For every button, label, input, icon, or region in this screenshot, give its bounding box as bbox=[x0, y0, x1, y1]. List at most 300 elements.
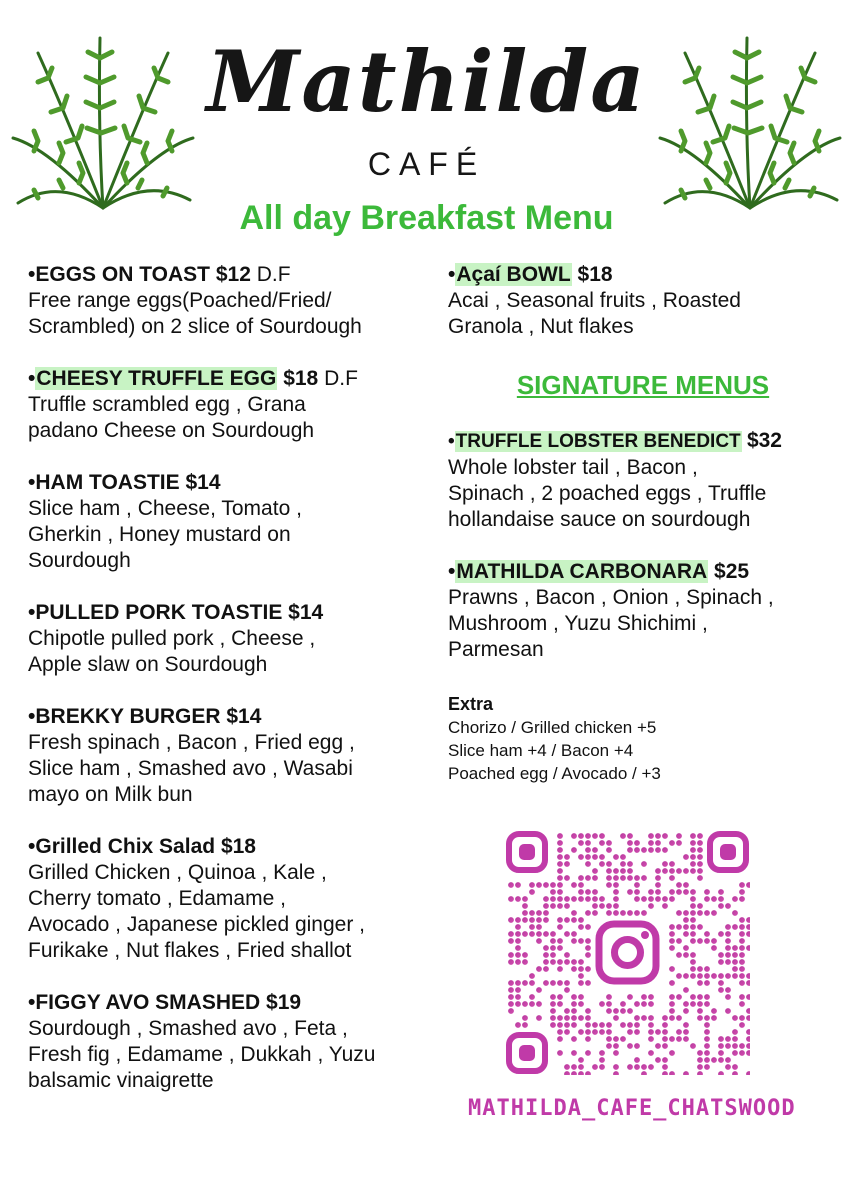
qr-module bbox=[606, 868, 612, 874]
qr-module bbox=[683, 1008, 689, 1014]
qr-module bbox=[627, 875, 633, 881]
qr-module bbox=[578, 938, 584, 944]
qr-module bbox=[550, 889, 556, 895]
qr-module bbox=[662, 847, 668, 853]
qr-module bbox=[564, 959, 570, 965]
item-description-line: Truffle scrambled egg , Grana bbox=[28, 393, 306, 416]
qr-module bbox=[690, 889, 696, 895]
qr-module bbox=[676, 1029, 682, 1035]
qr-module bbox=[613, 1015, 619, 1021]
qr-module bbox=[718, 959, 724, 965]
qr-module bbox=[634, 1015, 640, 1021]
qr-module bbox=[641, 896, 647, 902]
qr-module bbox=[606, 1001, 612, 1007]
qr-module bbox=[704, 1057, 710, 1063]
qr-module bbox=[592, 854, 598, 860]
qr-module bbox=[711, 1008, 717, 1014]
item-description-line: Granola , Nut flakes bbox=[448, 315, 634, 338]
qr-module bbox=[578, 854, 584, 860]
qr-module bbox=[557, 875, 563, 881]
qr-module bbox=[648, 1022, 654, 1028]
qr-module bbox=[550, 1022, 556, 1028]
qr-module bbox=[732, 952, 738, 958]
qr-module bbox=[606, 910, 612, 916]
qr-module bbox=[655, 1029, 661, 1035]
qr-module bbox=[543, 931, 549, 937]
qr-module bbox=[634, 1029, 640, 1035]
qr-module bbox=[585, 1008, 591, 1014]
qr-module bbox=[746, 882, 750, 888]
qr-module bbox=[585, 847, 591, 853]
qr-module bbox=[739, 1043, 745, 1049]
qr-module bbox=[676, 840, 682, 846]
qr-module bbox=[739, 1050, 745, 1056]
qr-module bbox=[662, 903, 668, 909]
qr-module bbox=[634, 1022, 640, 1028]
qr-module bbox=[676, 889, 682, 895]
qr-module bbox=[550, 903, 556, 909]
qr-module bbox=[669, 938, 675, 944]
qr-module bbox=[613, 1071, 619, 1075]
qr-module bbox=[739, 1001, 745, 1007]
qr-module bbox=[564, 854, 570, 860]
qr-module bbox=[606, 840, 612, 846]
qr-module bbox=[697, 1071, 703, 1075]
qr-module bbox=[655, 875, 661, 881]
qr-module bbox=[711, 910, 717, 916]
menu-item: •HAM TOASTIE $14 Slice ham , Cheese, Tomato , Gherkin , Honey mustard on Sourdough bbox=[28, 470, 433, 574]
qr-module bbox=[578, 833, 584, 839]
qr-module bbox=[739, 1015, 745, 1021]
qr-module bbox=[725, 973, 731, 979]
qr-module bbox=[592, 889, 598, 895]
item-description-line: Prawns , Bacon , Onion , Spinach , bbox=[448, 586, 774, 609]
item-description-line: Apple slaw on Sourdough bbox=[28, 653, 268, 676]
qr-module bbox=[557, 903, 563, 909]
qr-module bbox=[697, 1015, 703, 1021]
qr-module bbox=[704, 966, 710, 972]
item-name: FIGGY AVO SMASHED bbox=[35, 991, 261, 1014]
qr-module bbox=[690, 868, 696, 874]
qr-module bbox=[599, 1057, 605, 1063]
qr-module bbox=[564, 931, 570, 937]
qr-module bbox=[627, 1029, 633, 1035]
qr-module bbox=[613, 882, 619, 888]
qr-module bbox=[592, 875, 598, 881]
item-description-line: Slice ham , Cheese, Tomato , bbox=[28, 497, 302, 520]
qr-module bbox=[620, 1036, 626, 1042]
qr-module bbox=[515, 952, 521, 958]
qr-module bbox=[676, 938, 682, 944]
qr-module bbox=[613, 1064, 619, 1070]
qr-module bbox=[746, 1008, 750, 1014]
qr-finder-bottom-left bbox=[509, 1035, 545, 1071]
qr-module bbox=[697, 840, 703, 846]
qr-module bbox=[704, 1029, 710, 1035]
qr-module bbox=[634, 896, 640, 902]
qr-module bbox=[536, 910, 542, 916]
qr-module bbox=[739, 931, 745, 937]
qr-module bbox=[732, 959, 738, 965]
qr-module bbox=[697, 980, 703, 986]
qr-module bbox=[522, 1015, 528, 1021]
qr-module bbox=[515, 1022, 521, 1028]
item-price: $19 bbox=[266, 991, 302, 1014]
qr-module bbox=[620, 875, 626, 881]
qr-module bbox=[536, 931, 542, 937]
qr-module bbox=[599, 840, 605, 846]
qr-module bbox=[725, 1057, 731, 1063]
qr-module bbox=[592, 910, 598, 916]
qr-module bbox=[725, 1036, 731, 1042]
qr-module bbox=[557, 1036, 563, 1042]
qr-module bbox=[522, 1022, 528, 1028]
qr-module bbox=[683, 882, 689, 888]
qr-module bbox=[508, 980, 514, 986]
qr-module bbox=[704, 896, 710, 902]
qr-module bbox=[697, 1001, 703, 1007]
qr-module bbox=[627, 1043, 633, 1049]
qr-module bbox=[704, 1064, 710, 1070]
qr-module bbox=[655, 896, 661, 902]
qr-module bbox=[599, 896, 605, 902]
menu-item: •TRUFFLE LOBSTER BENEDICT $32 Whole lobster tail , Bacon , Spinach , 2 poached eggs , Truffle hollandaise sauce on sourdough bbox=[448, 428, 838, 533]
qr-module bbox=[746, 980, 750, 986]
qr-module bbox=[627, 833, 633, 839]
qr-module bbox=[655, 847, 661, 853]
qr-module bbox=[683, 973, 689, 979]
qr-module bbox=[634, 910, 640, 916]
qr-module bbox=[669, 980, 675, 986]
qr-module bbox=[690, 966, 696, 972]
qr-module bbox=[704, 994, 710, 1000]
qr-module bbox=[529, 889, 535, 895]
qr-module bbox=[606, 1022, 612, 1028]
qr-module bbox=[690, 952, 696, 958]
qr-module bbox=[739, 882, 745, 888]
qr-module bbox=[571, 1022, 577, 1028]
qr-module bbox=[690, 994, 696, 1000]
qr-module bbox=[529, 882, 535, 888]
qr-module bbox=[564, 903, 570, 909]
qr-module bbox=[746, 973, 750, 979]
item-name: EGGS ON TOAST bbox=[35, 263, 210, 286]
qr-module bbox=[557, 833, 563, 839]
item-description-line: Fresh spinach , Bacon , Fried egg , bbox=[28, 731, 355, 754]
qr-module bbox=[725, 1008, 731, 1014]
qr-module bbox=[655, 1057, 661, 1063]
item-description-line: Furikake , Nut flakes , Fried shallot bbox=[28, 939, 352, 962]
qr-module bbox=[627, 868, 633, 874]
qr-module bbox=[690, 973, 696, 979]
qr-module bbox=[543, 910, 549, 916]
item-description-line: Parmesan bbox=[448, 638, 544, 661]
qr-module bbox=[529, 924, 535, 930]
qr-module bbox=[564, 1064, 570, 1070]
qr-module bbox=[613, 854, 619, 860]
qr-module bbox=[634, 889, 640, 895]
qr-module bbox=[662, 896, 668, 902]
qr-module bbox=[711, 1057, 717, 1063]
qr-module bbox=[550, 980, 556, 986]
qr-module bbox=[634, 840, 640, 846]
qr-module bbox=[669, 1015, 675, 1021]
qr-module bbox=[697, 868, 703, 874]
item-description-line: Chipotle pulled pork , Cheese , bbox=[28, 627, 316, 650]
item-price: $14 bbox=[226, 705, 262, 728]
qr-module bbox=[571, 1064, 577, 1070]
item-description-line: Grilled Chicken , Quinoa , Kale , bbox=[28, 861, 327, 884]
qr-module bbox=[697, 973, 703, 979]
qr-module bbox=[655, 840, 661, 846]
qr-module bbox=[655, 833, 661, 839]
extras-line: Slice ham +4 / Bacon +4 bbox=[448, 741, 634, 760]
qr-module bbox=[606, 847, 612, 853]
qr-module bbox=[669, 875, 675, 881]
instagram-qr-code[interactable] bbox=[505, 830, 750, 1075]
qr-module bbox=[564, 861, 570, 867]
qr-module bbox=[613, 868, 619, 874]
qr-module bbox=[508, 994, 514, 1000]
qr-module bbox=[648, 1050, 654, 1056]
qr-module bbox=[746, 924, 750, 930]
qr-module bbox=[578, 1001, 584, 1007]
qr-module bbox=[557, 917, 563, 923]
qr-module bbox=[571, 882, 577, 888]
qr-module bbox=[578, 1057, 584, 1063]
qr-module bbox=[571, 938, 577, 944]
qr-module bbox=[676, 924, 682, 930]
menu-title: All day Breakfast Menu bbox=[239, 199, 614, 237]
qr-module bbox=[648, 896, 654, 902]
qr-module bbox=[557, 994, 563, 1000]
item-price: $18 bbox=[577, 263, 613, 286]
qr-module bbox=[522, 917, 528, 923]
qr-module bbox=[718, 1050, 724, 1056]
qr-module bbox=[669, 861, 675, 867]
qr-module bbox=[557, 1001, 563, 1007]
qr-module bbox=[662, 861, 668, 867]
qr-module bbox=[592, 1029, 598, 1035]
qr-module bbox=[718, 980, 724, 986]
qr-module bbox=[620, 868, 626, 874]
qr-module bbox=[515, 882, 521, 888]
qr-module bbox=[550, 994, 556, 1000]
qr-module bbox=[725, 952, 731, 958]
qr-module bbox=[669, 931, 675, 937]
qr-module bbox=[536, 924, 542, 930]
qr-module bbox=[606, 882, 612, 888]
item-description-line: padano Cheese on Sourdough bbox=[28, 419, 315, 442]
item-name: BREKKY BURGER bbox=[35, 705, 221, 728]
qr-module bbox=[571, 966, 577, 972]
qr-module bbox=[697, 903, 703, 909]
qr-module bbox=[522, 903, 528, 909]
qr-module bbox=[578, 973, 584, 979]
qr-module bbox=[704, 973, 710, 979]
qr-module bbox=[627, 1008, 633, 1014]
qr-module bbox=[676, 1015, 682, 1021]
qr-module bbox=[739, 994, 745, 1000]
item-description-line: Mushroom , Yuzu Shichimi , bbox=[448, 612, 708, 635]
qr-module bbox=[508, 959, 514, 965]
item-price: $12 bbox=[215, 263, 251, 286]
qr-module bbox=[683, 924, 689, 930]
qr-module bbox=[641, 1064, 647, 1070]
item-tag: D.F bbox=[256, 263, 291, 286]
qr-module bbox=[690, 896, 696, 902]
qr-module bbox=[676, 882, 682, 888]
item-description-line: balsamic vinaigrette bbox=[28, 1069, 214, 1092]
qr-module bbox=[599, 1050, 605, 1056]
qr-module bbox=[718, 903, 724, 909]
qr-module bbox=[564, 987, 570, 993]
qr-module bbox=[739, 980, 745, 986]
qr-module bbox=[634, 847, 640, 853]
qr-module bbox=[592, 1064, 598, 1070]
qr-module bbox=[522, 896, 528, 902]
qr-module bbox=[578, 994, 584, 1000]
item-description-line: Cherry tomato , Edamame , bbox=[28, 887, 286, 910]
qr-module bbox=[690, 924, 696, 930]
qr-module bbox=[648, 1001, 654, 1007]
qr-module bbox=[627, 1022, 633, 1028]
qr-module bbox=[739, 917, 745, 923]
qr-module bbox=[690, 861, 696, 867]
qr-module bbox=[683, 945, 689, 951]
qr-module bbox=[515, 945, 521, 951]
qr-module bbox=[564, 896, 570, 902]
qr-module bbox=[690, 903, 696, 909]
qr-module bbox=[606, 1043, 612, 1049]
item-name: Grilled Chix Salad bbox=[35, 835, 216, 858]
qr-module bbox=[662, 868, 668, 874]
qr-module bbox=[536, 882, 542, 888]
qr-module bbox=[557, 896, 563, 902]
qr-module bbox=[557, 854, 563, 860]
qr-module bbox=[578, 959, 584, 965]
qr-module bbox=[585, 1036, 591, 1042]
qr-module bbox=[655, 868, 661, 874]
qr-module bbox=[641, 994, 647, 1000]
item-name: Açaí BOWL bbox=[456, 263, 571, 286]
qr-module bbox=[564, 1029, 570, 1035]
qr-module bbox=[578, 1015, 584, 1021]
extras-line: Poached egg / Avocado / +3 bbox=[448, 764, 661, 783]
qr-module bbox=[613, 903, 619, 909]
qr-module bbox=[571, 931, 577, 937]
qr-module bbox=[683, 1029, 689, 1035]
qr-module bbox=[592, 896, 598, 902]
item-description-line: Avocado , Japanese pickled ginger , bbox=[28, 913, 366, 936]
qr-module bbox=[522, 980, 528, 986]
qr-module bbox=[557, 980, 563, 986]
qr-module bbox=[655, 1043, 661, 1049]
qr-module bbox=[606, 861, 612, 867]
qr-module bbox=[550, 1015, 556, 1021]
qr-module bbox=[662, 1064, 668, 1070]
qr-module bbox=[515, 924, 521, 930]
qr-module bbox=[550, 1001, 556, 1007]
qr-module bbox=[571, 910, 577, 916]
qr-module bbox=[746, 1043, 750, 1049]
menu-item: •CHEESY TRUFFLE EGG $18 D.F Truffle scrambled egg , Grana padano Cheese on Sourdough bbox=[28, 366, 433, 444]
qr-module bbox=[536, 966, 542, 972]
qr-module bbox=[599, 1022, 605, 1028]
qr-module bbox=[641, 1001, 647, 1007]
qr-module bbox=[571, 1071, 577, 1075]
qr-module bbox=[718, 889, 724, 895]
qr-module bbox=[718, 1071, 724, 1075]
qr-module bbox=[599, 833, 605, 839]
qr-module bbox=[641, 861, 647, 867]
qr-module bbox=[704, 1043, 710, 1049]
qr-module bbox=[522, 959, 528, 965]
qr-module bbox=[634, 1064, 640, 1070]
qr-module bbox=[515, 959, 521, 965]
item-description-line: Spinach , 2 poached eggs , Truffle bbox=[448, 482, 767, 505]
qr-module bbox=[585, 924, 591, 930]
qr-module bbox=[606, 903, 612, 909]
qr-module bbox=[571, 917, 577, 923]
qr-module bbox=[676, 994, 682, 1000]
qr-module bbox=[585, 938, 591, 944]
qr-module bbox=[543, 896, 549, 902]
qr-module bbox=[585, 1015, 591, 1021]
qr-module bbox=[571, 1001, 577, 1007]
qr-module bbox=[543, 980, 549, 986]
qr-module bbox=[508, 952, 514, 958]
qr-module bbox=[669, 1008, 675, 1014]
qr-module bbox=[683, 854, 689, 860]
item-price: $14 bbox=[185, 471, 221, 494]
qr-module bbox=[557, 868, 563, 874]
qr-module bbox=[571, 994, 577, 1000]
menu-item: •MATHILDA CARBONARA $25 Prawns , Bacon , Onion , Spinach , Mushroom , Yuzu Shichimi , Parmesan bbox=[448, 559, 838, 663]
qr-module bbox=[557, 1022, 563, 1028]
qr-module bbox=[557, 1050, 563, 1056]
qr-module bbox=[641, 847, 647, 853]
qr-module bbox=[683, 910, 689, 916]
item-description-line: Sourdough , Smashed avo , Feta , bbox=[28, 1017, 348, 1040]
qr-module bbox=[732, 973, 738, 979]
qr-module bbox=[669, 945, 675, 951]
qr-module bbox=[536, 1001, 542, 1007]
menu-item: •Grilled Chix Salad $18 Grilled Chicken , Quinoa , Kale , Cherry tomato , Edamame , Avocado , Japanese pickled ginger , Furikake , Nut flakes , Fried shallot bbox=[28, 834, 433, 964]
qr-module bbox=[704, 1001, 710, 1007]
qr-module bbox=[564, 1015, 570, 1021]
qr-module bbox=[711, 1015, 717, 1021]
qr-module bbox=[613, 1043, 619, 1049]
instagram-handle[interactable]: MATHILDA_CAFE_CHATSWOOD bbox=[468, 1096, 796, 1121]
qr-module bbox=[725, 938, 731, 944]
qr-module bbox=[676, 833, 682, 839]
qr-module bbox=[557, 840, 563, 846]
qr-module bbox=[550, 882, 556, 888]
qr-module bbox=[739, 945, 745, 951]
qr-module bbox=[634, 1001, 640, 1007]
qr-module bbox=[662, 1036, 668, 1042]
qr-module bbox=[522, 1001, 528, 1007]
qr-module bbox=[515, 994, 521, 1000]
item-price: $32 bbox=[746, 429, 782, 452]
qr-module bbox=[669, 840, 675, 846]
item-name: PULLED PORK TOASTIE bbox=[35, 601, 283, 624]
qr-module bbox=[648, 1036, 654, 1042]
qr-module bbox=[613, 875, 619, 881]
qr-module bbox=[529, 973, 535, 979]
qr-module bbox=[578, 1064, 584, 1070]
